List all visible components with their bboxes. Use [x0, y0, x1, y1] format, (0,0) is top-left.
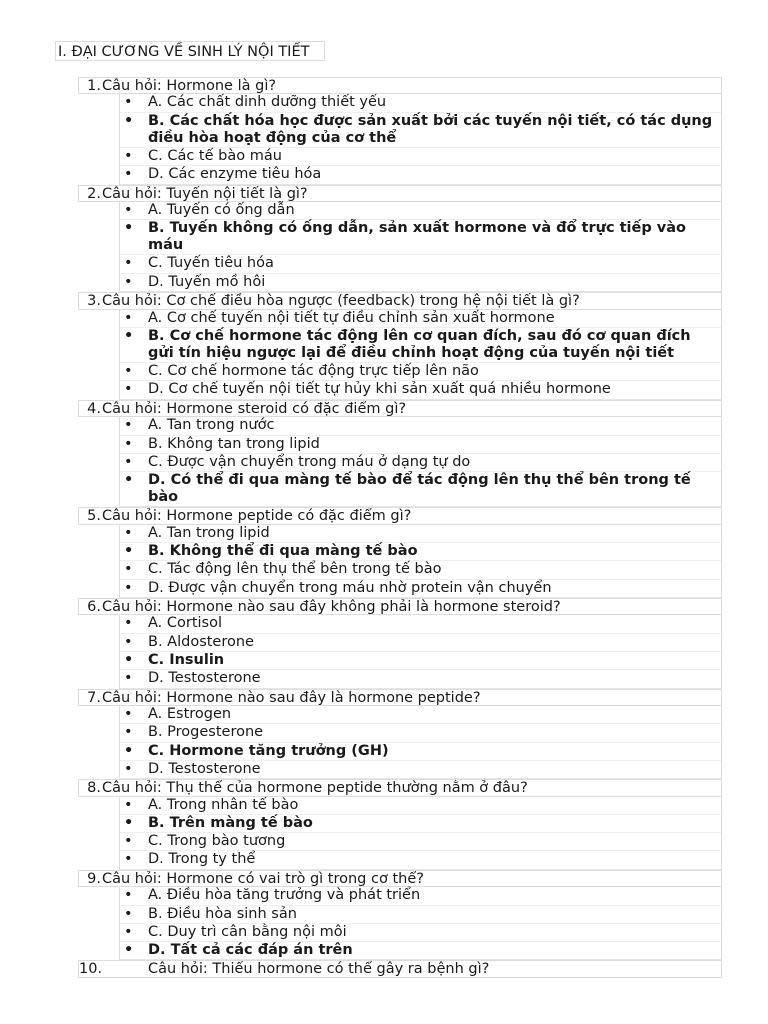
answer-option	[120, 579, 721, 597]
option-text: C. Cơ chế hormone tác động trực tiếp lên não	[148, 363, 479, 380]
option-text: D. Có thể đi qua màng tế bào để tác động lên thụ thể bên trong tế bào	[148, 472, 691, 506]
answer-option	[120, 435, 721, 453]
answer-option	[120, 525, 721, 542]
option-text: A. Cortisol	[148, 615, 223, 632]
answer-option	[120, 254, 721, 272]
option-text: D. Trong ty thể	[148, 851, 256, 868]
bullet-icon: •	[124, 112, 134, 129]
correct-answer-option	[120, 542, 721, 560]
bullet-icon: •	[124, 363, 133, 380]
question-number: 8.	[87, 780, 101, 797]
bullet-icon: •	[124, 833, 133, 850]
bullet-icon: •	[124, 328, 134, 345]
bullet-icon: •	[124, 543, 134, 560]
option-text: D. Tuyến mồ hôi	[148, 273, 266, 290]
answer-option	[120, 905, 721, 923]
question-number: 4.	[87, 400, 101, 417]
bullet-icon: •	[124, 94, 133, 111]
answer-option	[120, 633, 721, 651]
question-number: 9.	[87, 870, 101, 887]
bullet-icon: •	[124, 652, 134, 669]
option-text: B. Trên màng tế bào	[148, 815, 313, 832]
answer-option	[120, 887, 721, 904]
answer-options	[119, 417, 722, 507]
question-text: Câu hỏi: Tuyến nội tiết là gì?	[102, 185, 308, 202]
answer-option	[120, 147, 721, 165]
bullet-icon: •	[124, 796, 133, 813]
bullet-icon: •	[124, 724, 133, 741]
bullet-icon: •	[124, 905, 133, 922]
option-text: B. Không tan trong lipid	[148, 435, 320, 452]
option-text: A. Tan trong lipid	[148, 524, 270, 541]
question-text: Câu hỏi: Thụ thể của hormone peptide thường nằm ở đâu?	[102, 780, 528, 797]
bullet-icon: •	[124, 166, 133, 183]
question-row	[78, 507, 722, 524]
question-row	[78, 185, 722, 202]
correct-answer-option	[120, 742, 721, 760]
answer-option	[120, 362, 721, 380]
question-row	[78, 292, 722, 309]
bullet-icon: •	[124, 706, 133, 723]
bullet-icon: •	[124, 633, 133, 650]
bullet-icon: •	[124, 309, 133, 326]
answer-option	[120, 797, 721, 814]
answer-option	[120, 310, 721, 327]
answer-option	[120, 273, 721, 291]
option-text: C. Insulin	[148, 652, 225, 669]
question-text: Câu hỏi: Hormone là gì?	[102, 78, 277, 94]
option-text: B. Điều hòa sinh sản	[148, 905, 297, 922]
bullet-icon: •	[124, 472, 134, 489]
question-row	[78, 77, 722, 94]
correct-answer-option	[120, 814, 721, 832]
option-text: A. Các chất dinh dưỡng thiết yếu	[148, 94, 387, 111]
bullet-icon: •	[124, 273, 133, 290]
question-text: Câu hỏi: Hormone nào sau đây không phải là hormone steroid?	[102, 599, 561, 616]
option-text: D. Testosterone	[148, 760, 261, 777]
question-number: 7.	[87, 689, 101, 706]
bullet-icon: •	[124, 742, 134, 759]
bullet-icon: •	[124, 524, 133, 541]
bullet-icon: •	[124, 435, 133, 452]
option-text: C. Trong bào tương	[148, 833, 286, 850]
bullet-icon: •	[124, 670, 133, 687]
bullet-icon: •	[124, 255, 133, 272]
bullet-icon: •	[124, 381, 133, 398]
bullet-icon: •	[124, 417, 133, 434]
question-list	[78, 77, 722, 978]
answer-options	[119, 202, 722, 292]
answer-option	[120, 380, 721, 398]
bullet-icon: •	[124, 579, 133, 596]
answer-option	[120, 453, 721, 471]
correct-answer-option	[120, 112, 721, 147]
bullet-icon: •	[124, 887, 133, 904]
option-text: A. Trong nhân tế bào	[148, 796, 299, 813]
bullet-icon: •	[124, 851, 133, 868]
answer-option	[120, 615, 721, 632]
option-text: A. Điều hòa tăng trưởng và phát triển	[148, 887, 421, 904]
option-text: B. Các chất hóa học được sản xuất bởi các tuyến nội tiết, có tác dụng điều hòa hoạt động của cơ thể	[148, 112, 713, 146]
question-row	[78, 689, 722, 706]
question-number: 3.	[87, 293, 101, 310]
answer-options	[119, 615, 722, 688]
question-number: 1.	[87, 78, 101, 94]
bullet-icon: •	[124, 561, 133, 578]
option-text: C. Hormone tăng trưởng (GH)	[148, 742, 389, 759]
answer-option	[120, 706, 721, 723]
option-text: D. Testosterone	[148, 670, 261, 687]
correct-answer-option	[120, 651, 721, 669]
answer-option	[120, 669, 721, 687]
question-text: Câu hỏi: Hormone có vai trò gì trong cơ thể?	[102, 870, 424, 887]
answer-option	[120, 94, 721, 111]
question-text: Câu hỏi: Hormone steroid có đặc điểm gì?	[102, 400, 407, 417]
question-row	[78, 870, 722, 887]
option-text: C. Tác động lên thụ thể bên trong tế bào	[148, 561, 442, 578]
option-text: A. Tan trong nước	[148, 417, 275, 434]
question-text: Câu hỏi: Hormone peptide có đặc điểm gì?	[102, 508, 412, 525]
correct-answer-option	[120, 327, 721, 362]
question-text: Câu hỏi: Hormone nào sau đây là hormone peptide?	[102, 689, 481, 706]
option-text: B. Progesterone	[148, 724, 264, 741]
bullet-icon: •	[124, 220, 134, 237]
question-number: 5.	[87, 508, 101, 525]
bullet-icon: •	[124, 202, 133, 218]
option-text: A. Estrogen	[148, 706, 232, 723]
option-text: C. Được vận chuyển trong máu ở dạng tự do	[148, 454, 471, 471]
answer-options	[119, 887, 722, 960]
answer-option	[120, 417, 721, 434]
answer-options	[119, 797, 722, 870]
answer-option	[120, 560, 721, 578]
question-number: 6.	[87, 599, 101, 616]
correct-answer-option	[120, 219, 721, 254]
bullet-icon: •	[124, 924, 133, 941]
question-text: Câu hỏi: Thiếu hormone có thể gây ra bệnh gì?	[148, 961, 490, 978]
question-number: 2.	[87, 185, 101, 202]
answer-option	[120, 832, 721, 850]
option-text: B. Tuyến không có ống dẫn, sản xuất hormone và đổ trực tiếp vào máu	[148, 220, 686, 254]
option-text: B. Không thể đi qua màng tế bào	[148, 543, 418, 560]
option-text: D. Được vận chuyển trong máu nhờ protein vận chuyển	[148, 579, 552, 596]
page-title: I. ĐẠI CƯƠNG VỀ SINH LÝ NỘI TIẾT	[55, 41, 325, 61]
correct-answer-option	[120, 471, 721, 506]
question-row	[78, 779, 722, 796]
option-text: B. Cơ chế hormone tác động lên cơ quan đích, sau đó cơ quan đích gửi tín hiệu ngược lại để điều chỉnh hoạt động của tuyến nội tiết	[148, 328, 691, 362]
bullet-icon: •	[124, 760, 133, 777]
answer-option	[120, 165, 721, 183]
answer-option	[120, 202, 721, 219]
question-row	[78, 960, 722, 977]
question-number: 10.	[79, 961, 103, 978]
bullet-icon: •	[124, 942, 134, 959]
option-text: A. Tuyến có ống dẫn	[148, 202, 295, 218]
answer-options	[119, 525, 722, 598]
option-text: A. Cơ chế tuyến nội tiết tự điều chỉnh sản xuất hormone	[148, 309, 555, 326]
bullet-icon: •	[124, 147, 133, 164]
option-text: D. Tất cả các đáp án trên	[148, 942, 353, 959]
option-text: D. Cơ chế tuyến nội tiết tự hủy khi sản xuất quá nhiều hormone	[148, 381, 611, 398]
answer-options	[119, 94, 722, 184]
answer-option	[120, 850, 721, 868]
answer-option	[120, 760, 721, 778]
answer-options	[119, 706, 722, 779]
answer-option	[120, 723, 721, 741]
option-text: C. Duy trì cân bằng nội môi	[148, 924, 347, 941]
option-text: C. Tuyến tiêu hóa	[148, 255, 274, 272]
option-text: C. Các tế bào máu	[148, 147, 282, 164]
bullet-icon: •	[124, 454, 133, 471]
correct-answer-option	[120, 941, 721, 959]
bullet-icon: •	[124, 615, 133, 632]
question-row	[78, 598, 722, 615]
option-text: B. Aldosterone	[148, 633, 254, 650]
question-text: Câu hỏi: Cơ chế điều hòa ngược (feedback) trong hệ nội tiết là gì?	[102, 293, 580, 310]
answer-option	[120, 923, 721, 941]
answer-options	[119, 310, 722, 400]
bullet-icon: •	[124, 815, 134, 832]
question-row	[78, 400, 722, 417]
option-text: D. Các enzyme tiêu hóa	[148, 166, 322, 183]
